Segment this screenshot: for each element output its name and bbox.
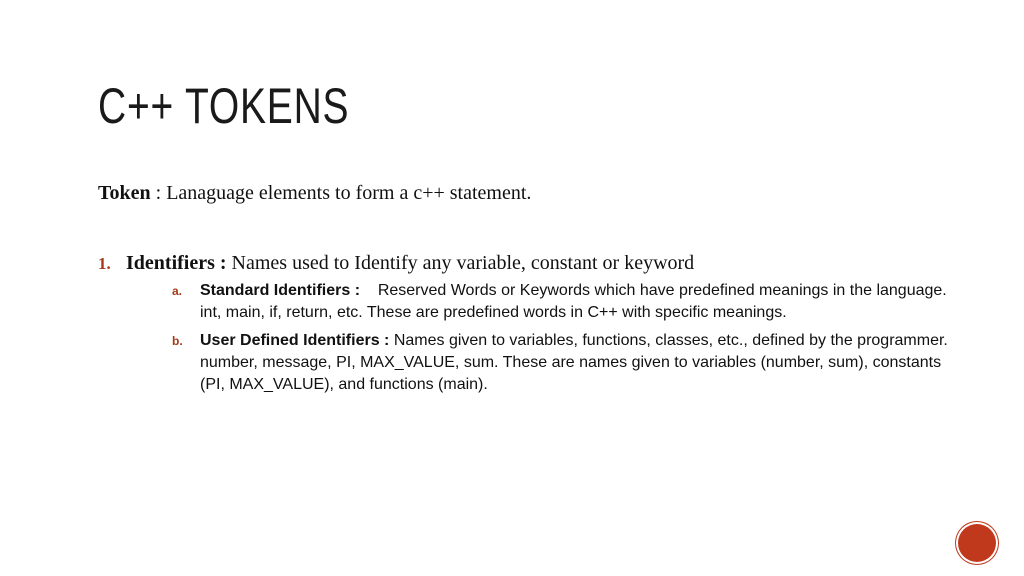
token-term: Token <box>98 182 151 204</box>
list-item-identifiers <box>98 250 958 396</box>
sub-item-standard-identifiers <box>172 280 958 324</box>
identifiers-description: Names used to Identify any variable, constant or keyword <box>226 252 695 274</box>
token-definition <box>98 180 531 206</box>
standard-identifiers-term: Standard Identifiers : <box>200 282 361 299</box>
slide-title: C++ TOKENS <box>98 78 350 134</box>
standard-identifiers-text <box>200 280 958 324</box>
identifiers-heading <box>126 250 958 276</box>
sub-item-letter: b. <box>172 334 183 348</box>
token-description: : Lanaguage elements to form a c++ statement. <box>150 182 532 204</box>
identifier-sublist <box>172 280 958 396</box>
user-defined-identifiers-text <box>200 330 958 396</box>
sub-item-letter: a. <box>172 284 183 298</box>
user-defined-identifiers-term: User Defined Identifiers : <box>200 332 390 349</box>
identifiers-term: Identifiers : <box>126 252 227 274</box>
sub-item-user-defined-identifiers <box>172 330 958 396</box>
user-defined-identifiers-description: Names given to variables, functions, classes, etc., defined by the programmer. number, message, PI, MAX_VALUE, sum. These are names given to variables (number, sum), constants (PI, MAX_VALUE), and functions (main). <box>200 332 948 393</box>
numbered-list <box>98 250 958 402</box>
page-number-badge <box>958 524 996 562</box>
standard-identifiers-description: Reserved Words or Keywords which have predefined meanings in the language. int, main, if, return, etc. These are predefined words in C++ with specific meanings. <box>200 282 952 321</box>
list-number: 1. <box>98 254 111 273</box>
